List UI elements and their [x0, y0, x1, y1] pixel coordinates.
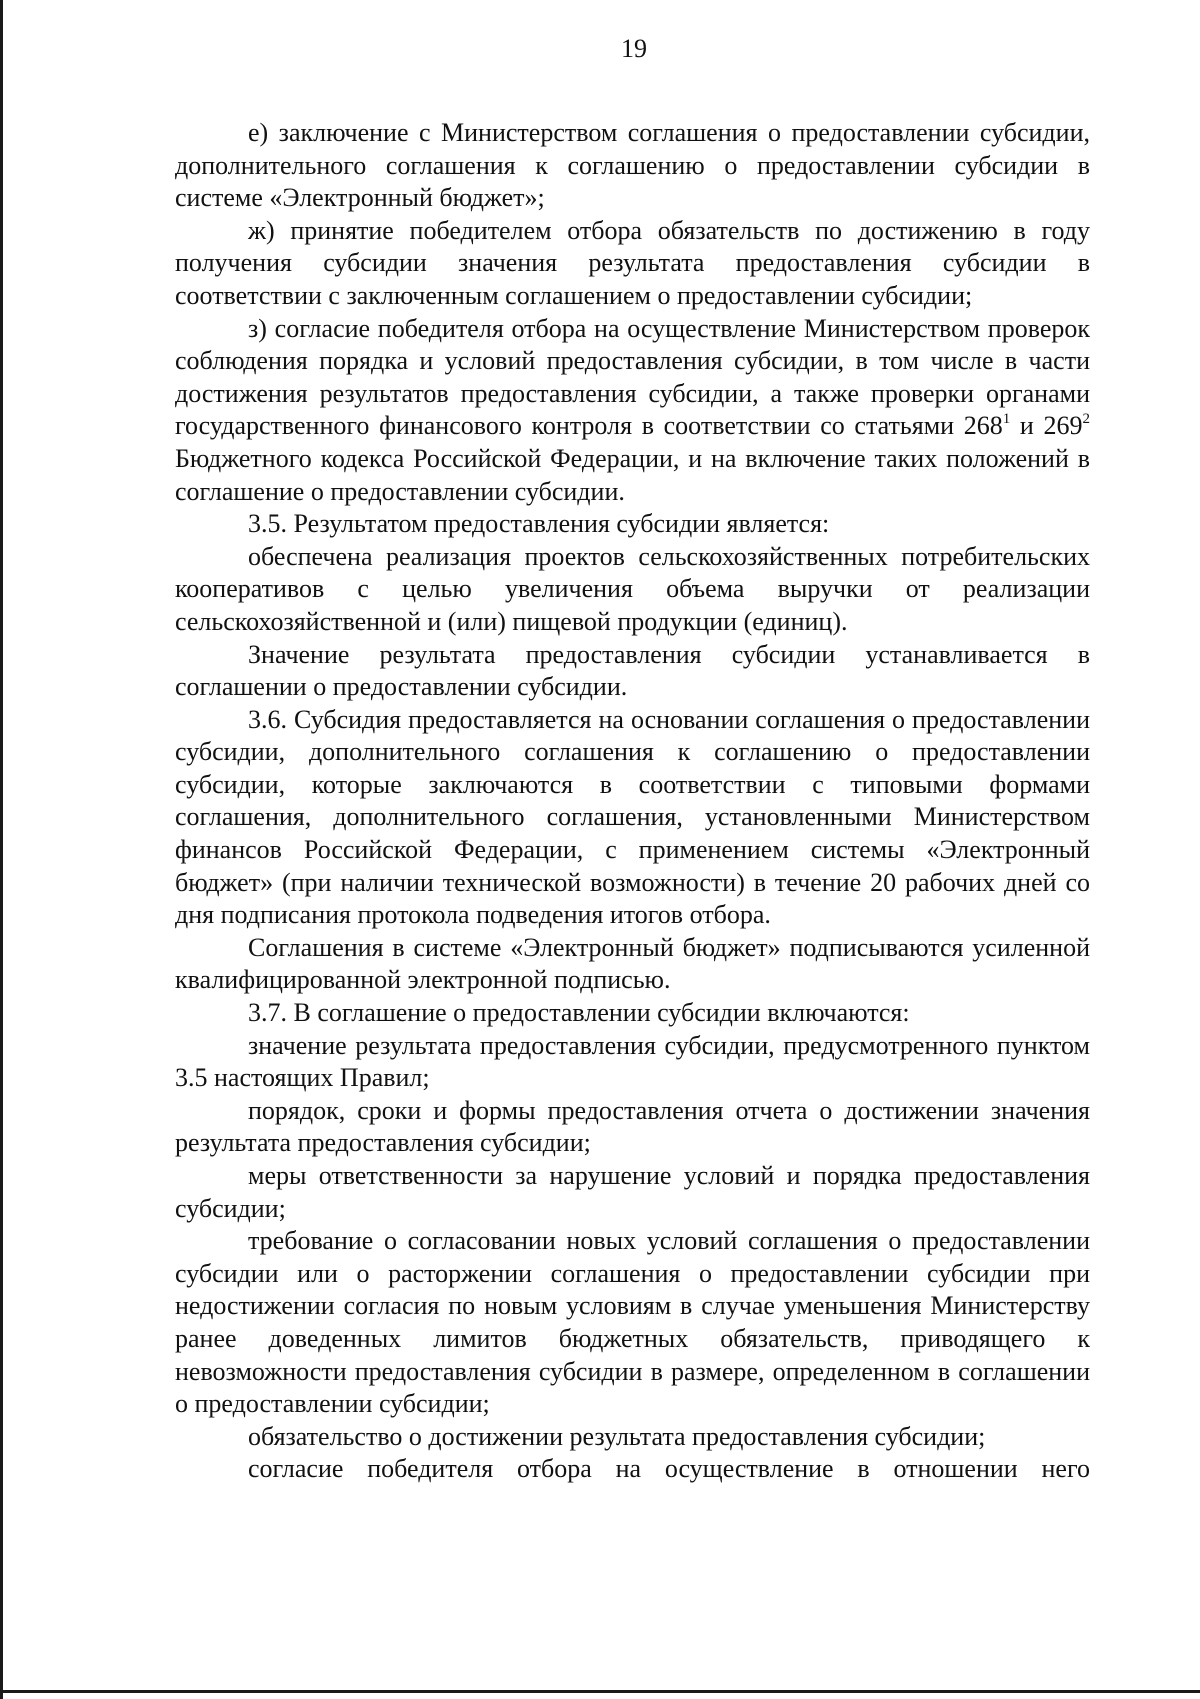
page-left-edge [0, 0, 3, 1699]
footnote-superscript: 1 [1002, 411, 1011, 428]
list-item-responsibility: меры ответственности за нарушение условий и порядка предоставления субсидии; [175, 1161, 1090, 1223]
paragraph-z [175, 313, 1090, 509]
paragraph-z-text-middle: и 269 [1010, 411, 1083, 441]
paragraph-result: обеспечена реализация проектов сельскохозяйственных потребительских кооперативов с целью увеличения объема выручки от реализации сельскохозяйственной и (или) пищевой продукции (единиц). [175, 541, 1090, 636]
paragraph-z-text-end: Бюджетного кодекса Российской Федерации, и на включение таких положений в соглашение о предоставлении субсидии. [175, 443, 1090, 506]
paragraph-zh: ж) принятие победителем отбора обязательств по достижению в году получения субсидии значения результата предоставления субсидии в соответствии с заключенным соглашением о предоставлении субсидии; [175, 215, 1090, 310]
paragraph-z-text-start: з) согласие победителя отбора на осуществление Министерством проверок соблюдения порядка и условий предоставления субсидии, в том числе в части достижения результатов предоставления субсидии, а также проверки органами государственного финансового контроля в соответствии со статьями 268 [175, 313, 1090, 441]
list-item-obligation: обязательство о достижении результата предоставления субсидии; [248, 1421, 986, 1451]
list-item-result-value: значение результата предоставления субсидии, предусмотренного пунктом 3.5 настоящих Правил; [175, 1030, 1090, 1093]
paragraph-result-value: Значение результата предоставления субсидии устанавливается в соглашении о предоставлении субсидии. [175, 639, 1090, 702]
list-item-consent: согласие победителя отбора на осуществление в отношении него [248, 1454, 1090, 1484]
paragraph-e: е) заключение с Министерством соглашения о предоставлении субсидии, дополнительного соглашения к соглашению о предоставлении субсидии в системе «Электронный бюджет»; [175, 118, 1090, 213]
paragraph-3-6: 3.6. Субсидия предоставляется на основании соглашения о предоставлении субсидии, дополнительного соглашения к соглашению о предоставлении субсидии, которые заключаются в соответствии с типовыми формами соглашения, дополнительного соглашения, установленными Министерством финансов Российской Федерации, с применением системы «Электронный бюджет» (при наличии технической возможности) в течение 20 рабочих дней со дня подписания протокола подведения итогов отбора. [175, 704, 1090, 930]
list-item-new-conditions: требование о согласовании новых условий соглашения о предоставлении субсидии или о расторжении соглашения о предоставлении субсидии при недостижении согласия по новым условиям в случае уменьшения Министерству ранее доведенных лимитов бюджетных обязательств, приводящего к невозможности предоставления субсидии в размере, определенном в соглашении о предоставлении субсидии; [175, 1226, 1090, 1419]
paragraph-3-7: 3.7. В соглашение о предоставлении субсидии включаются: [248, 998, 910, 1028]
document-body [175, 117, 1090, 1486]
paragraph-signature: Соглашения в системе «Электронный бюджет» подписываются усиленной квалифицированной электронной подписью. [175, 932, 1090, 995]
footnote-superscript: 2 [1082, 411, 1090, 428]
page-number: 19 [621, 34, 647, 63]
paragraph-3-5: 3.5. Результатом предоставления субсидии является: [248, 509, 830, 539]
list-item-report: порядок, сроки и формы предоставления отчета о достижении значения результата предоставления субсидии; [175, 1095, 1090, 1158]
page-bottom-edge [0, 1690, 1200, 1693]
